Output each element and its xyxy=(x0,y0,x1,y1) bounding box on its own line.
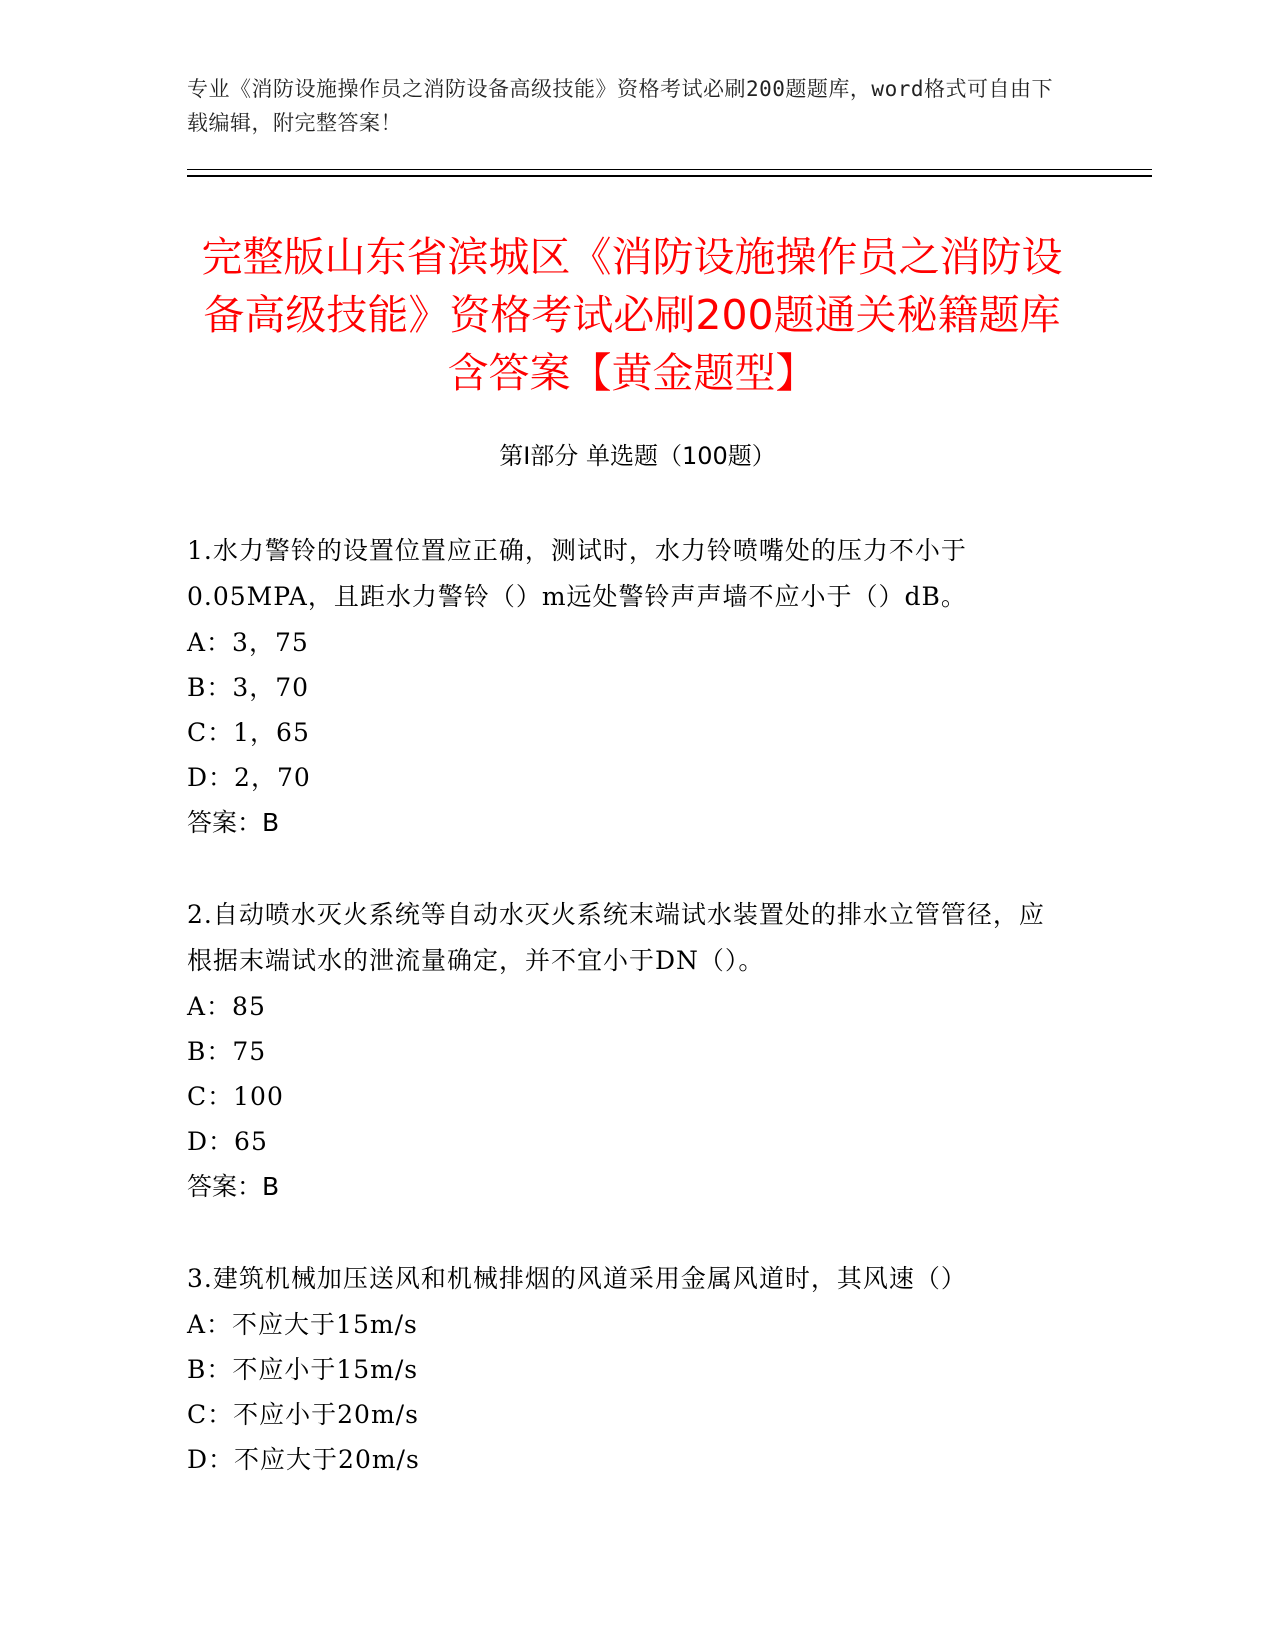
question-3 xyxy=(187,1256,1067,1482)
header-divider-thick xyxy=(187,175,1152,177)
option-b: B：75 xyxy=(187,1037,267,1066)
question-text: 2.自动喷水灭火系统等自动水灭火系统末端试水装置处的排水立管管径，应根据末端试水的泄流量确定，并不宜小于DN（）。 xyxy=(187,900,1045,975)
option-d: D：65 xyxy=(187,1127,268,1156)
question-1 xyxy=(187,528,1067,846)
option-b: B：3，70 xyxy=(187,673,310,702)
option-a: A：3，75 xyxy=(187,628,309,657)
document-title: 完整版山东省滨城区《消防设施操作员之消防设备高级技能》资格考试必刷200题通关秘籍题库含答案【黄金题型】 xyxy=(201,233,1063,397)
question-text: 1.水力警铃的设置位置应正确，测试时，水力铃喷嘴处的压力不小于0.05MPA，且距水力警铃（）m远处警铃声声墙不应小于（）dB。 xyxy=(187,536,967,611)
option-d: D：不应大于20m/s xyxy=(187,1445,420,1474)
option-c: C：不应小于20m/s xyxy=(187,1400,419,1429)
option-c: C：100 xyxy=(187,1082,284,1111)
option-a: A：不应大于15m/s xyxy=(187,1310,418,1339)
option-d: D：2，70 xyxy=(187,763,311,792)
option-a: A：85 xyxy=(187,992,266,1021)
question-list xyxy=(187,528,1067,1528)
option-c: C：1，65 xyxy=(187,718,310,747)
answer: 答案：B xyxy=(187,1172,280,1201)
header-divider-thin xyxy=(187,169,1152,170)
answer: 答案：B xyxy=(187,808,280,837)
section-title: 第I部分 单选题（100题） xyxy=(499,442,776,470)
option-b: B：不应小于15m/s xyxy=(187,1355,419,1384)
question-2 xyxy=(187,892,1067,1210)
question-text: 3.建筑机械加压送风和机械排烟的风道采用金属风道时，其风速（） xyxy=(187,1264,967,1293)
header-note: 专业《消防设施操作员之消防设备高级技能》资格考试必刷200题题库，word格式可自由下载编辑，附完整答案！ xyxy=(187,77,1053,135)
